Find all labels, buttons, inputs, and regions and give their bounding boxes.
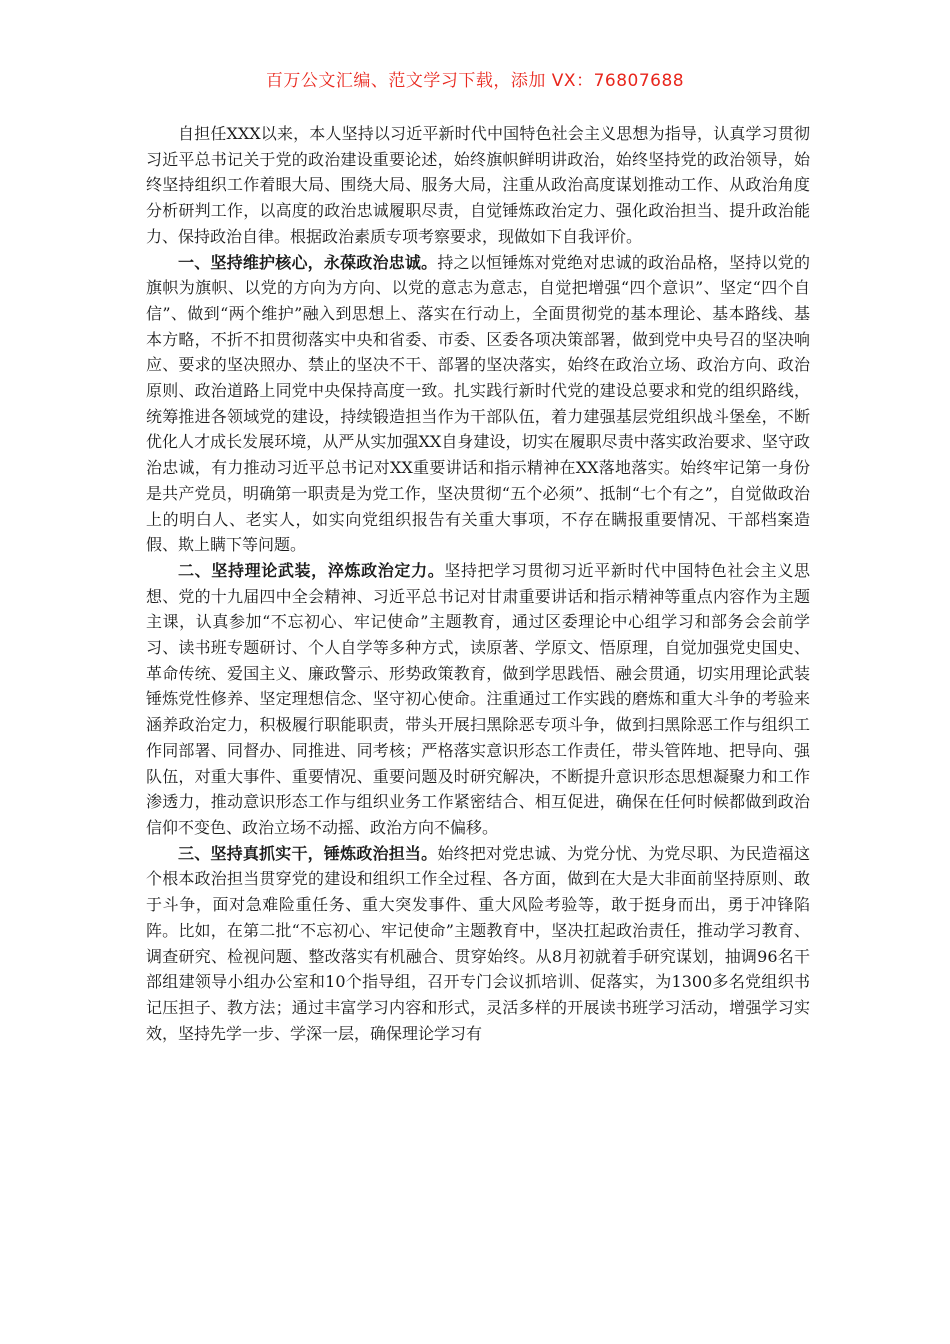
intro-paragraph: 自担任XXX以来，本人坚持以习近平新时代中国特色社会主义思想为指导，认真学习贯彻习近平总书记关于党的政治建设重要论述，始终旗帜鲜明讲政治，始终坚持党的政治领导，始终坚持组织工作着眼大局、围绕大局、服务大局，注重从政治高度谋划推动工作、从政治角度分析研判工作，以高度的政治忠诚履职尽责，自觉锤炼政治定力、强化政治担当、提升政治能力、保持政治自律。根据政治素质专项考察要求，现做如下自我评价。 [146, 124, 810, 246]
document-body [146, 121, 810, 1046]
section-heading-3: 三、坚持真抓实干，锤炼政治担当。 [178, 843, 438, 863]
section-body-1: 持之以恒锤炼对党绝对忠诚的政治品格，坚持以党的旗帜为旗帜、以党的方向为方向、以党的意志为意志，自觉把增强“四个意识”、坚定“四个自信”、做到“两个维护”融入到思想上、落实在行动上，全面贯彻党的基本理论、基本路线、基本方略，不折不扣贯彻落实中央和省委、市委、区委各项决策部署，做到党中央号召的坚决响应、要求的坚决照办、禁止的坚决不干、部署的坚决落实，始终在政治立场、政治方向、政治原则、政治道路上同党中央保持高度一致。扎实践行新时代党的建设总要求和党的组织路线，统筹推进各领域党的建设，持续锻造担当作为干部队伍，着力建强基层党组织战斗堡垒，不断优化人才成长发展环境，从严从实加强XX自身建设，切实在履职尽责中落实政治要求、坚守政治忠诚，有力推动习近平总书记对XX重要讲话和指示精神在XX落地落实。始终牢记第一身份是共产党员，明确第一职责是为党工作，坚决贯彻“五个必须”、抵制“七个有之”，自觉做政治上的明白人、老实人，如实向党组织报告有关重大事项，不存在瞒报重要情况、干部档案造假、欺上瞒下等问题。 [146, 252, 810, 555]
section-heading-1: 一、坚持维护核心，永葆政治忠诚。 [178, 252, 438, 272]
section-paragraph-2 [146, 558, 810, 841]
section-heading-2: 二、坚持理论武装，淬炼政治定力。 [178, 560, 445, 580]
section-body-3: 始终把对党忠诚、为党分忧、为党尽职、为民造福这个根本政治担当贯穿党的建设和组织工作全过程、各方面，做到在大是大非面前坚持原则、敢于斗争，面对急难险重任务、重大突发事件、重大风险考验等，敢于挺身而出，勇于冲锋陷阵。比如，在第二批“不忘初心、牢记使命”主题教育中，坚决扛起政治责任，推动学习教育、调查研究、检视问题、整改落实有机融合、贯穿始终。从8月初就着手研究谋划，抽调96名干部组建领导小组办公室和10个指导组，召开专门会议抓培训、促落实，为1300多名党组织书记压担子、教方法；通过丰富学习内容和形式，灵活多样的开展读书班学习活动，增强学习实效，坚持先学一步、学深一层，确保理论学习有 [146, 843, 810, 1043]
section-paragraph-1 [146, 250, 810, 558]
section-paragraph-3 [146, 841, 810, 1047]
watermark-header: 百万公文汇编、范文学习下载，添加 VX：76807688 [265, 71, 685, 91]
section-body-2: 坚持把学习贯彻习近平新时代中国特色社会主义思想、党的十九届四中全会精神、习近平总书记对甘肃重要讲话和指示精神等重点内容作为主题主课，认真参加“不忘初心、牢记使命”主题教育，通过区委理论中心组学习和部务会会前学习、读书班专题研讨、个人自学等多种方式，读原著、学原文、悟原理，自觉加强党史国史、革命传统、爱国主义、廉政警示、形势政策教育，做到学思践悟、融会贯通，切实用理论武装锤炼党性修养、坚定理想信念、坚守初心使命。注重通过工作实践的磨炼和重大斗争的考验来涵养政治定力，积极履行职能职责，带头开展扫黑除恶专项斗争，做到扫黑除恶工作与组织工作同部署、同督办、同推进、同考核；严格落实意识形态工作责任，带头管阵地、把导向、强队伍，对重大事件、重要情况、重要问题及时研究解决，不断提升意识形态思想凝聚力和工作渗透力，推动意识形态工作与组织业务工作紧密结合、相互促进，确保在任何时候都做到政治信仰不变色、政治立场不动摇、政治方向不偏移。 [146, 560, 810, 837]
